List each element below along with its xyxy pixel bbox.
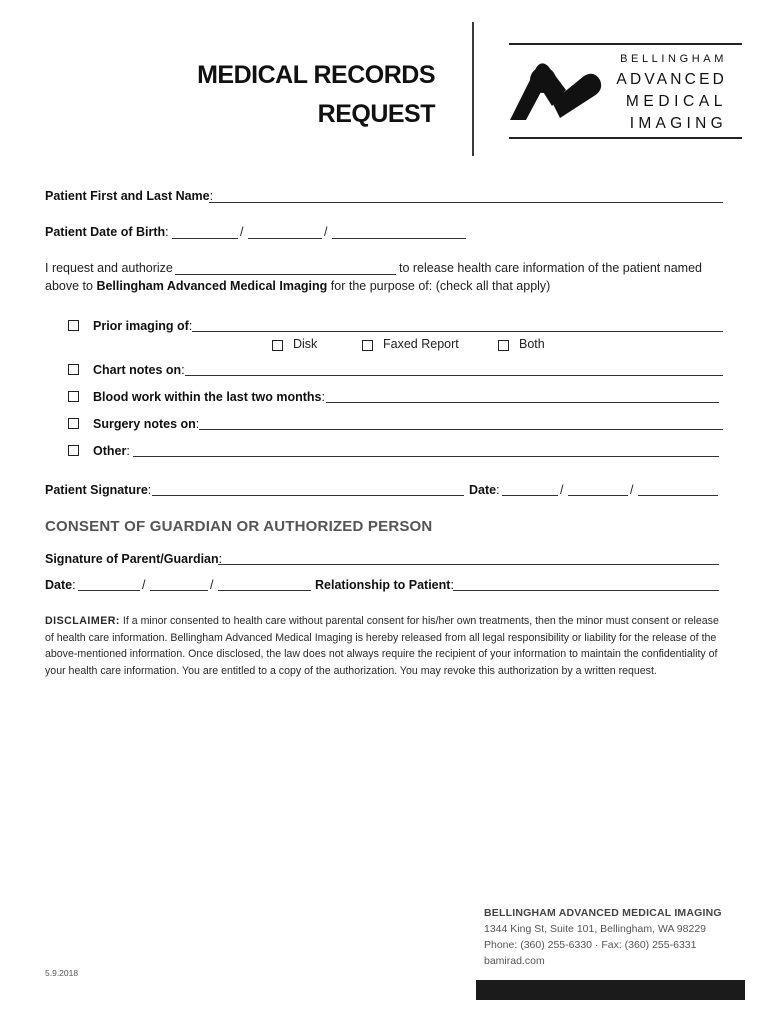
document-title-line1: MEDICAL RECORDS xyxy=(197,61,435,89)
dob-separator: / xyxy=(324,225,328,239)
patient-date-month-field[interactable] xyxy=(502,495,558,496)
logo-rule-bottom xyxy=(509,137,742,139)
chart-notes-label: Chart notes on: xyxy=(93,363,185,377)
disk-checkbox[interactable] xyxy=(272,340,283,351)
chart-notes-checkbox[interactable] xyxy=(68,364,79,375)
both-label: Both xyxy=(519,337,545,351)
blood-work-label: Blood work within the last two months: xyxy=(93,390,325,404)
guardian-section-heading: CONSENT OF GUARDIAN OR AUTHORIZED PERSON xyxy=(45,518,433,535)
dob-label: Patient Date of Birth: xyxy=(45,225,169,239)
patient-date-year-field[interactable] xyxy=(638,495,718,496)
disk-label: Disk xyxy=(293,337,318,351)
date-separator: / xyxy=(560,483,564,497)
logo-text-advanced: ADVANCED xyxy=(616,71,727,88)
disclaimer xyxy=(45,613,730,679)
guardian-date-year-field[interactable] xyxy=(218,590,311,591)
guardian-signature-label: Signature of Parent/Guardian: xyxy=(45,552,223,566)
patient-name-field[interactable] xyxy=(209,202,723,203)
surgery-notes-field[interactable] xyxy=(199,429,723,430)
footer-phone-fax: Phone: (360) 255-6330 · Fax: (360) 255-6331 xyxy=(484,939,697,951)
other-label: Other: xyxy=(93,444,130,458)
other-checkbox[interactable] xyxy=(68,445,79,456)
faxed-report-checkbox[interactable] xyxy=(362,340,373,351)
relationship-label: Relationship to Patient: xyxy=(315,578,454,592)
patient-signature-field[interactable] xyxy=(152,495,464,496)
both-checkbox[interactable] xyxy=(498,340,509,351)
header-divider xyxy=(472,22,474,156)
dob-year-field[interactable] xyxy=(332,238,466,239)
patient-name-label: Patient First and Last Name: xyxy=(45,189,214,203)
guardian-date-label: Date: xyxy=(45,578,76,592)
patient-date-label: Date: xyxy=(469,483,500,497)
guardian-signature-field[interactable] xyxy=(218,564,719,565)
dob-month-field[interactable] xyxy=(172,238,238,239)
faxed-report-label: Faxed Report xyxy=(383,337,459,351)
dob-day-field[interactable] xyxy=(248,238,322,239)
prior-imaging-field[interactable] xyxy=(192,331,723,332)
patient-date-day-field[interactable] xyxy=(568,495,628,496)
surgery-notes-checkbox[interactable] xyxy=(68,418,79,429)
other-field[interactable] xyxy=(133,456,719,457)
logo-rule-top xyxy=(509,43,742,45)
prior-imaging-label: Prior imaging of: xyxy=(93,319,193,333)
footer-website[interactable]: bamirad.com xyxy=(484,955,545,967)
dob-separator: / xyxy=(240,225,244,239)
logo-text-bellingham: BELLINGHAM xyxy=(620,53,727,65)
authorize-text-post: to release health care information of the patient named xyxy=(399,261,702,275)
footer-bar xyxy=(476,980,745,1000)
relationship-field[interactable] xyxy=(453,590,719,591)
revision-date: 5.9.2018 xyxy=(45,968,79,978)
logo-text-medical: MEDICAL xyxy=(625,93,727,110)
disclaimer-text: If a minor consented to health care without parental consent for his/her own treatments, then the minor must consent or release of health care information. Bellingham Advanced Medical Imaging is hereby released from all legal responsibility or liability for the release of the above-mentioned information. Once disclosed, the law does not always require the recipient of your information to maintain the confidentiality of your health care information. You are entitled to a copy of the authorization. You may revoke this authorization by a written request. xyxy=(45,615,719,677)
disclaimer-heading: DISCLAIMER: xyxy=(45,615,120,627)
logo-icon xyxy=(508,58,603,126)
prior-imaging-checkbox[interactable] xyxy=(68,320,79,331)
guardian-date-day-field[interactable] xyxy=(150,590,208,591)
patient-signature-label: Patient Signature: xyxy=(45,483,152,497)
logo-text-imaging: IMAGING xyxy=(629,115,727,132)
blood-work-checkbox[interactable] xyxy=(68,391,79,402)
date-separator: / xyxy=(142,578,146,592)
authorize-text-line2: above to Bellingham Advanced Medical Imaging for the purpose of: (check all that apply) xyxy=(45,279,551,293)
document-title-line2: REQUEST xyxy=(317,100,435,128)
surgery-notes-label: Surgery notes on: xyxy=(93,417,200,431)
footer-address: 1344 King St, Suite 101, Bellingham, WA 98229 xyxy=(484,923,707,935)
authorize-provider-field[interactable] xyxy=(175,274,396,275)
chart-notes-field[interactable] xyxy=(185,375,723,376)
authorize-text-pre: I request and authorize xyxy=(45,261,173,275)
guardian-date-month-field[interactable] xyxy=(78,590,140,591)
date-separator: / xyxy=(210,578,214,592)
blood-work-field[interactable] xyxy=(326,402,719,403)
footer-company-name: BELLINGHAM ADVANCED MEDICAL IMAGING xyxy=(484,907,722,919)
date-separator: / xyxy=(630,483,634,497)
